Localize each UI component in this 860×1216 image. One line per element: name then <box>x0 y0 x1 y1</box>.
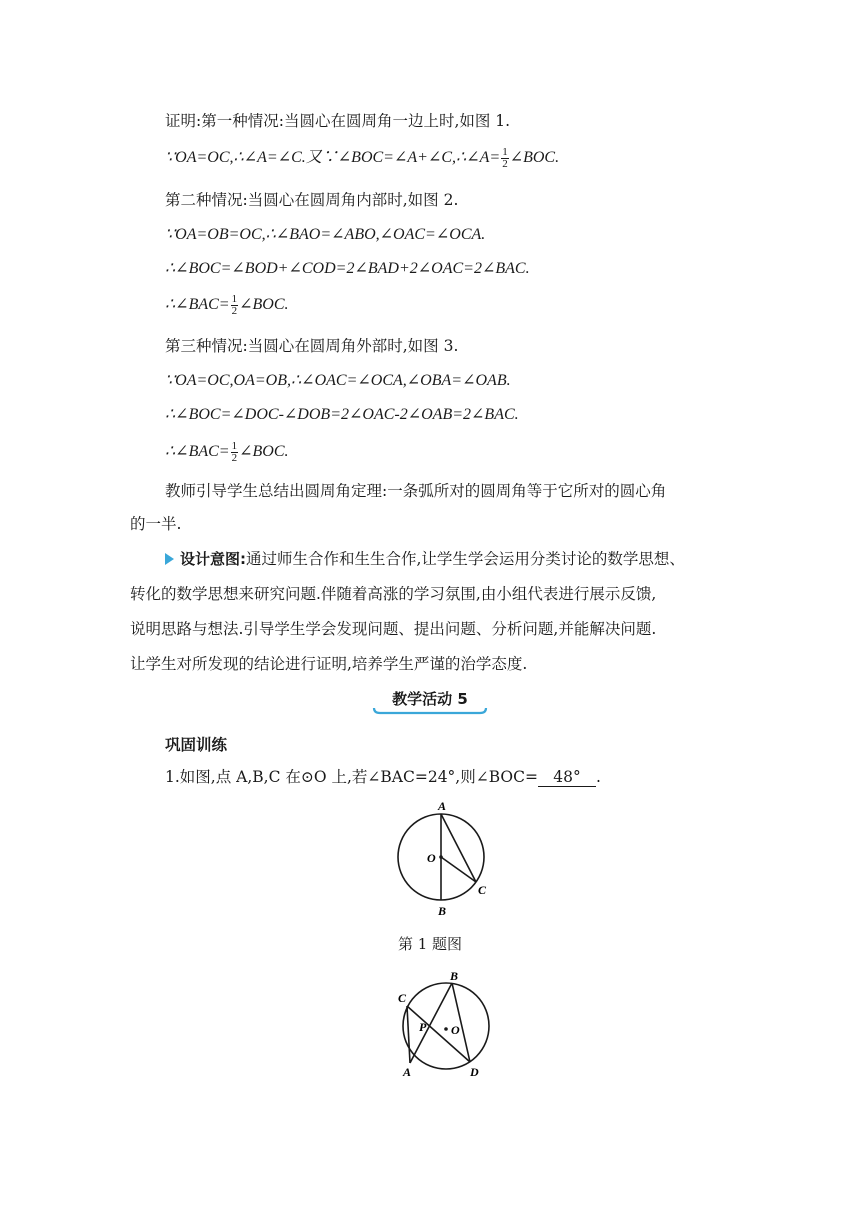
question-1: 1.如图,点 A,B,C 在⊙O 上,若∠BAC=24°,则∠BOC= 48° . <box>165 768 601 786</box>
proof-line-5: ∴∠BOC=∠BOD+∠COD=2∠BAD+2∠OAC=2∠BAC. <box>165 260 530 277</box>
proof-line-4: ∵OA=OB=OC,∴∠BAO=∠ABO,∠OAC=∠OCA. <box>165 226 486 243</box>
play-triangle-icon <box>165 553 174 565</box>
proof-line-9: ∴∠BOC=∠DOC-∠DOB=2∠OAC-2∠OAB=2∠BAC. <box>165 406 519 423</box>
fig1-label-b: B <box>438 904 447 918</box>
fig2-label-d: D <box>470 1065 479 1079</box>
activity-heading <box>370 688 490 714</box>
fig2-label-p: P <box>419 1020 427 1034</box>
fig2-label-c: C <box>398 991 407 1005</box>
figure-1 <box>390 795 500 920</box>
summary-line-1: 教师引导学生总结出圆周角定理:一条弧所对的圆周角等于它所对的圆心角 <box>165 482 667 500</box>
fig1-label-o: O <box>427 851 436 865</box>
proof-line-10: ∴∠BAC= $\frac{1}{2}$ ∠BOC. <box>165 440 289 464</box>
proof-line-6: ∴∠BAC= $\frac{1}{2}$ ∠BOC. <box>165 293 289 317</box>
figure-1-caption: 第 1 题图 <box>397 935 463 953</box>
design-intent-label: 设计意图: <box>180 550 246 568</box>
fig2-label-o: O <box>451 1023 460 1037</box>
fig1-label-c: C <box>478 883 487 897</box>
fraction-half: $\frac{1}{2}$ <box>231 440 238 464</box>
design-intent-line-2: 转化的数学思想来研究问题.伴随着高涨的学习氛围,由小组代表进行展示反馈, <box>130 585 657 603</box>
fraction-half: $\frac{1}{2}$ <box>502 146 508 170</box>
design-intent-line-3: 说明思路与想法.引导学生学会发现问题、提出问题、分析问题,并能解决问题. <box>130 620 657 638</box>
activity-underline-icon <box>370 704 490 716</box>
proof-line-8: ∵OA=OC,OA=OB,∴∠OAC=∠OCA,∠OBA=∠OAB. <box>165 372 511 389</box>
fraction-half: $\frac{1}{2}$ <box>231 293 238 317</box>
design-intent-line-4: 让学生对所发现的结论进行证明,培养学生严谨的治学态度. <box>130 655 528 673</box>
proof-line-1: 证明:第一种情况:当圆心在圆周角一边上时,如图 1. <box>165 112 511 130</box>
proof-line-3: 第二种情况:当圆心在圆周角内部时,如图 2. <box>165 191 459 209</box>
design-intent-line-1: 设计意图:通过师生合作和生生合作,让学生学会运用分类讨论的数学思想、 <box>165 548 685 570</box>
fig2-label-a: A <box>403 1065 412 1079</box>
proof-line-7: 第三种情况:当圆心在圆周角外部时,如图 3. <box>165 337 459 355</box>
fig2-label-b: B <box>450 969 459 983</box>
activity-title: 教学活动 5 <box>392 690 468 708</box>
fig1-label-a: A <box>438 799 447 813</box>
q1-answer: 48° <box>538 768 596 787</box>
proof-line-2: ∵OA=OC,∴∠A=∠C.又∵∠BOC=∠A+∠C,∴∠A= $\frac{1}{2}$ ∠BOC. <box>165 146 560 170</box>
practice-title: 巩固训练 <box>165 736 228 754</box>
summary-line-2: 的一半. <box>130 515 182 533</box>
figure-2 <box>394 968 494 1083</box>
